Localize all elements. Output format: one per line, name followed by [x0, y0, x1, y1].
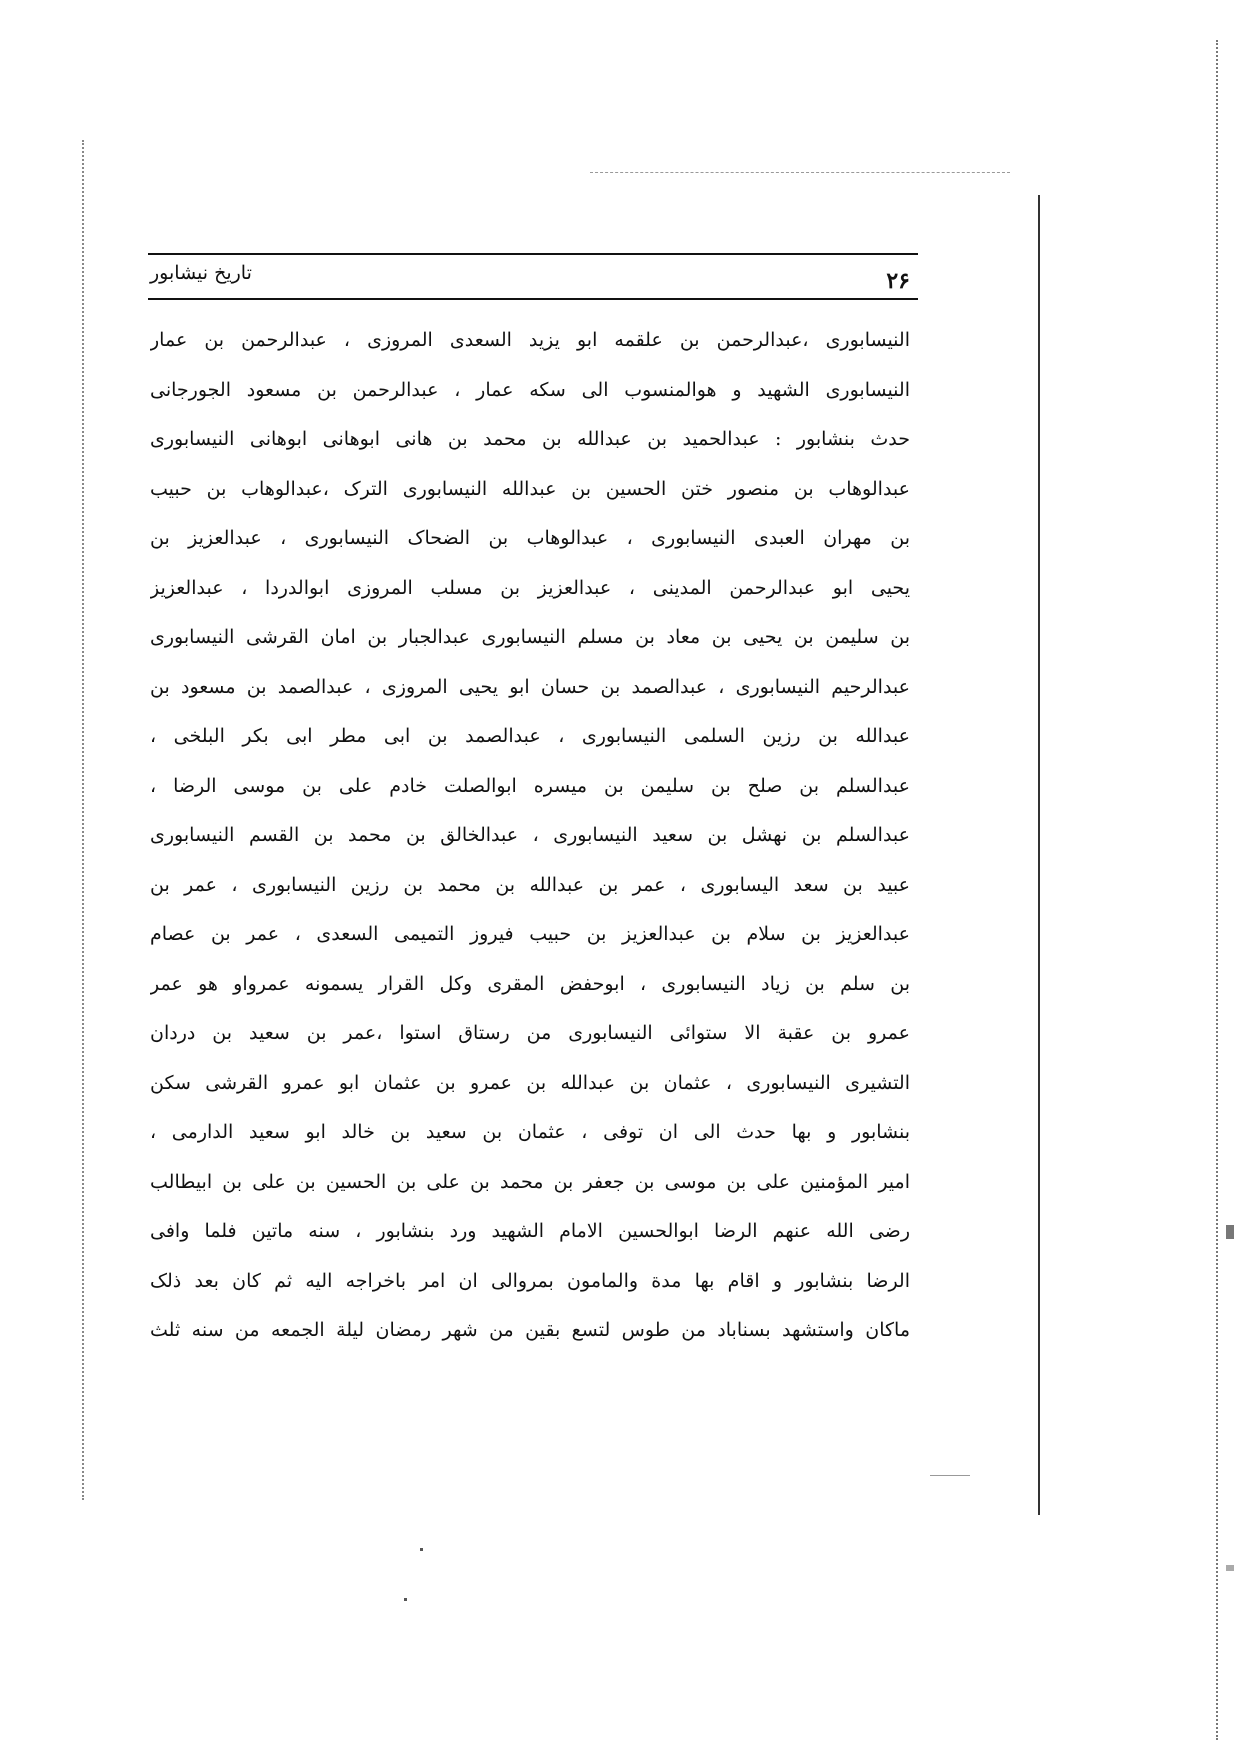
text-line: عبدالسلم بن نهشل بن سعید النیسابوری ، عبدالخالق بن محمد بن القسم النیسابوری	[150, 824, 910, 846]
header-bottom-rule	[148, 298, 918, 300]
text-line: عبید بن سعد الیسابوری ، عمر بن عبدالله بن محمد بن رزین النیسابوری ، عمر بن	[150, 873, 910, 896]
text-line: النیسابوری الشهید و هوالمنسوب الی سکه عمار ، عبدالرحمن بن مسعود الجورجانی	[150, 378, 910, 401]
text-line: یحیی ابو عبدالرحمن المدینی ، عبدالعزیز بن مسلب المروزی ابوالدردا ، عبدالعزیز	[150, 576, 910, 599]
text-line: عبدالله بن رزین السلمی النیسابوری ، عبدالصمد بن ابی مطر ابی بکر البلخی ،	[150, 725, 910, 747]
scan-right-strip	[1226, 1565, 1234, 1571]
text-line: بن سلم بن زیاد النیسابوری ، ابوحفض المقری وکل القرار یسمونه عمرواو هو عمر	[150, 972, 910, 995]
body-text	[150, 316, 910, 1476]
running-header-title: تاریخ نیشابور	[150, 262, 252, 284]
text-line: امیر المؤمنین علی بن موسی بن جعفر بن محمد بن علی بن الحسین بن علی بن ابیطالب	[150, 1170, 910, 1193]
text-line: عبدالرحیم النیسابوری ، عبدالصمد بن حسان ابو یحیی المروزی ، عبدالصمد بن مسعود بن	[150, 675, 910, 698]
scan-left-edge	[82, 140, 86, 1500]
text-line: عبدالسلم بن صلح بن سلیمن بن میسره ابوالصلت خادم علی بن موسی الرضا ،	[150, 774, 910, 797]
text-line: بن مهران العبدی النیسابوری ، عبدالوهاب بن الضحاک النیسابوری ، عبدالعزیز بن	[150, 527, 910, 549]
scan-speck	[404, 1598, 407, 1601]
text-line: بن سلیمن بن یحیی بن معاد بن مسلم النیسابوری عبدالجبار بن امان القرشی النیسابوری	[150, 626, 910, 648]
text-line: ماکان واستشهد بسناباد من طوس لتسع بقین من شهر رمضان لیلة الجمعه من سنه ثلث	[150, 1319, 910, 1341]
page-top-shadow	[590, 172, 1010, 173]
scan-speck	[930, 1475, 970, 1476]
text-line: عبدالوهاب بن منصور ختن الحسین بن عبدالله النیسابوری الترک ،عبدالوهاب بن حبیب	[150, 477, 910, 500]
text-line: الرضا بنشابور و اقام بها مدة والمامون بمروالی ان امر باخراجه الیه ثم کان بعد ذلک	[150, 1269, 910, 1292]
text-line: النیسابوری ،عبدالرحمن بن علقمه ابو یزید السعدی المروزی ، عبدالرحمن بن عمار	[150, 329, 910, 351]
text-line: رضی الله عنهم الرضا ابوالحسین الامام الشهید ورد بنشابور ، سنه ماتین فلما وافی	[150, 1220, 910, 1242]
page-number: ۲۶	[886, 268, 910, 294]
header-top-rule	[148, 253, 918, 255]
text-line: حدث بنشابور : عبدالحمید بن عبدالله بن محمد بن هانی ابوهانی ابوهانی النیسابوری	[150, 428, 910, 450]
page-right-border	[1038, 195, 1040, 1515]
text-line: بنشابور و بها حدث الی ان توفی ، عثمان بن سعید بن خالد ابو سعید الدارمی ،	[150, 1121, 910, 1143]
text-line: عمرو بن عقبة الا ستوائی النیسابوری من رستاق استوا ،عمر بن سعید بن دردان	[150, 1022, 910, 1044]
text-line: التشیری النیسابوری ، عثمان بن عبدالله بن عمرو بن عثمان ابو عمرو القرشی سکن	[150, 1071, 910, 1094]
scan-right-strip	[1226, 1225, 1234, 1239]
scan-speck	[420, 1548, 423, 1551]
text-line: عبدالعزیز بن سلام بن عبدالعزیز بن حبیب فیروز التمیمی السعدی ، عمر بن عصام	[150, 923, 910, 945]
scan-right-edge	[1216, 40, 1220, 1740]
